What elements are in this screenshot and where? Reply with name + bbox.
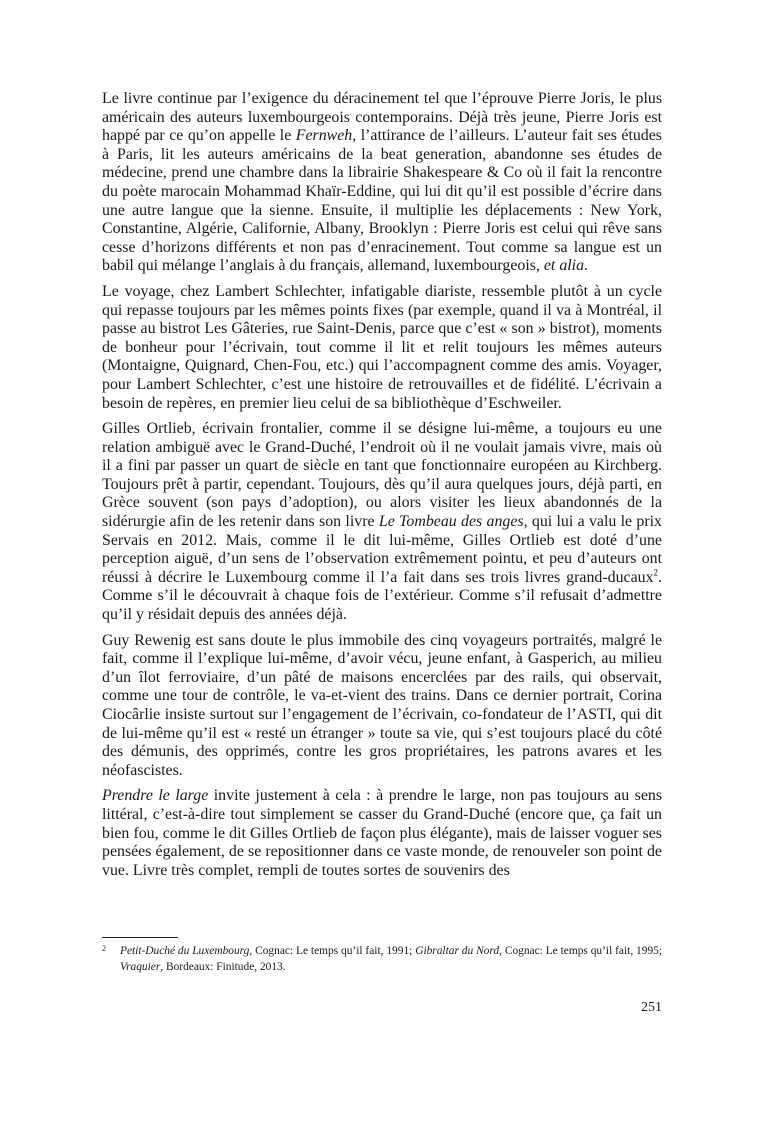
italic-run: et alia (543, 257, 585, 275)
footnote-text (120, 943, 662, 975)
italic-run: Petit-Duché du Luxembourg (120, 945, 250, 957)
footnote-number: 2 (102, 944, 106, 953)
text-run: Gilles Ortlieb, écrivain frontalier, comme il se désigne lui-même, a toujours eu une relation ambiguë avec le Grand-Duché, l’endroit où il ne voulait jamais vivre, mais où il a fini par passer un quart de siècle en tant que fonctionnaire européen au Kirchberg. Toujours prêt à partir, cependant. Toujours, dès qu’il aura quelques jours, déjà parti, en Grèce souvent (son pays d’adoption), ou alors visiter les lieux abandonnés de la sidérurgie afin de les retenir dans son livre (102, 420, 662, 531)
text-run: . Comme s’il le découvrait à chaque fois de l’extérieur. Comme s’il refusait d’admettre qu’il y résidait depuis des années déjà. (102, 568, 662, 624)
text-run: . (584, 257, 589, 275)
page-number: 251 (641, 1000, 662, 1015)
text-run: Guy Rewenig est sans doute le plus immobile des cinq voyageurs portraités, malgré le fait, comme il l’explique lui-même, d’avoir vécu, jeune enfant, à Gasperich, au milieu d’un îlot ferroviaire, d’un pâté de maisons encerclées par des rails, qui observait, comme une tour de contrôle, le va-et-vient des trains. Dans ce dernier portrait, Corina Ciocârlie insiste surtout sur l’engagement de l’écrivain, co-fondateur de l’ASTI, qui dit de lui-même qu’il est « resté un étranger » toute sa vie, qui s’est toujours placé du côté des démunis, des opprimés, contre les gros propriétaires, les patrons avares et les néofascistes. (102, 631, 662, 779)
italic-run: Fernweh (295, 127, 353, 145)
text-run: , l’attirance de l’ailleurs. L’auteur fait ses études à Paris, lit les auteurs américains de la beat generation, abandonne ses études de médecine, prend une chambre dans la librairie Shakespeare & Co où il fait la rencontre du poète marocain Mohammad Khaïr-Eddine, qui lui dit qu’il est possible d’écrire dans une autre langue que la sienne. Ensuite, il multiplie les déplacements : New York, Constantine, Algérie, Californie, Albany, Brooklyn : Pierre Joris est celui qui rêve sans cesse d’horizons différents et non pas d’enracinement. Tout comme sa langue est un babil qui mélange l’anglais à du français, allemand, luxembourgeois, (102, 127, 662, 275)
italic-run: Vraquier (120, 961, 161, 973)
text-run: qui lui a valu le prix Servais en 2012. Mais, comme il le dit lui-même, Gilles Ortlieb est doté d’une perception aiguë, d’un sens de l’observation extrêmement pointu, et peu d’auteurs ont réussi à décrire le Luxembourg comme il l’a fait dans ses trois livres grand-ducaux (102, 513, 662, 586)
paragraph-pierre-joris (102, 90, 662, 276)
text-run: Le livre continue par l’exigence du déracinement tel que l’éprouve Pierre Joris, le plus américain des auteurs luxembourgeois contemporains. Déjà très jeune, Pierre Joris est happé par ce qu’on appelle le (102, 90, 662, 145)
text-run: Le voyage, chez Lambert Schlechter, infatigable diariste, ressemble plutôt à un cycle qui repasse toujours par les mêmes points fixes (par exemple, quand il va à Montréal, il passe au bistrot Les Gâteries, rue Saint-Denis, parce que c’est « son » bistrot), moments de bonheur pour l’écrivain, tout comme il lit et relit toujours les mêmes auteurs (Montaigne, Quignard, Chen-Fou, etc.) qui l’accompagnent comme des amis. Voyager, pour Lambert Schlechter, c’est une histoire de retrouvailles et de fidélité. L’écrivain a besoin de repères, en premier lieu celui de sa bibliothèque d’Eschweiler. (102, 282, 662, 412)
text-run: , Cognac: Le temps qu’il fait, 1995; (499, 945, 663, 957)
text-run: , Cognac: Le temps qu’il fait, 1991; (249, 945, 416, 957)
footnote-rule (102, 937, 178, 938)
text-run: invite justement à cela : à prendre le large, non pas toujours au sens littéral, c’est-à-dire tout simplement se casser du Grand-Duché (encore que, ça fait un bien fou, comme le dit Gilles Ortlieb de façon plus élégante), mais de laisser voguer ses pensées également, de se repositionner dans ce vaste monde, de renouveler son point de vue. Livre très complet, rempli de toutes sortes de souvenirs des (102, 787, 662, 879)
italic-run: Prendre le large (102, 787, 209, 805)
paragraph-lambert-schlechter (102, 283, 662, 413)
footnote (102, 943, 662, 975)
italic-run: Le Tombeau des anges, (378, 513, 528, 531)
italic-run: Gibraltar du Nord (415, 945, 500, 957)
paragraph-guy-rewenig (102, 632, 662, 781)
paragraph-gilles-ortlieb (102, 420, 662, 625)
footnote-ref[interactable]: 2 (653, 567, 659, 578)
paragraph-prendre-le-large (102, 787, 662, 880)
body-text (102, 90, 662, 887)
text-run: , Bordeaux: Finitude, 2013. (160, 961, 286, 973)
